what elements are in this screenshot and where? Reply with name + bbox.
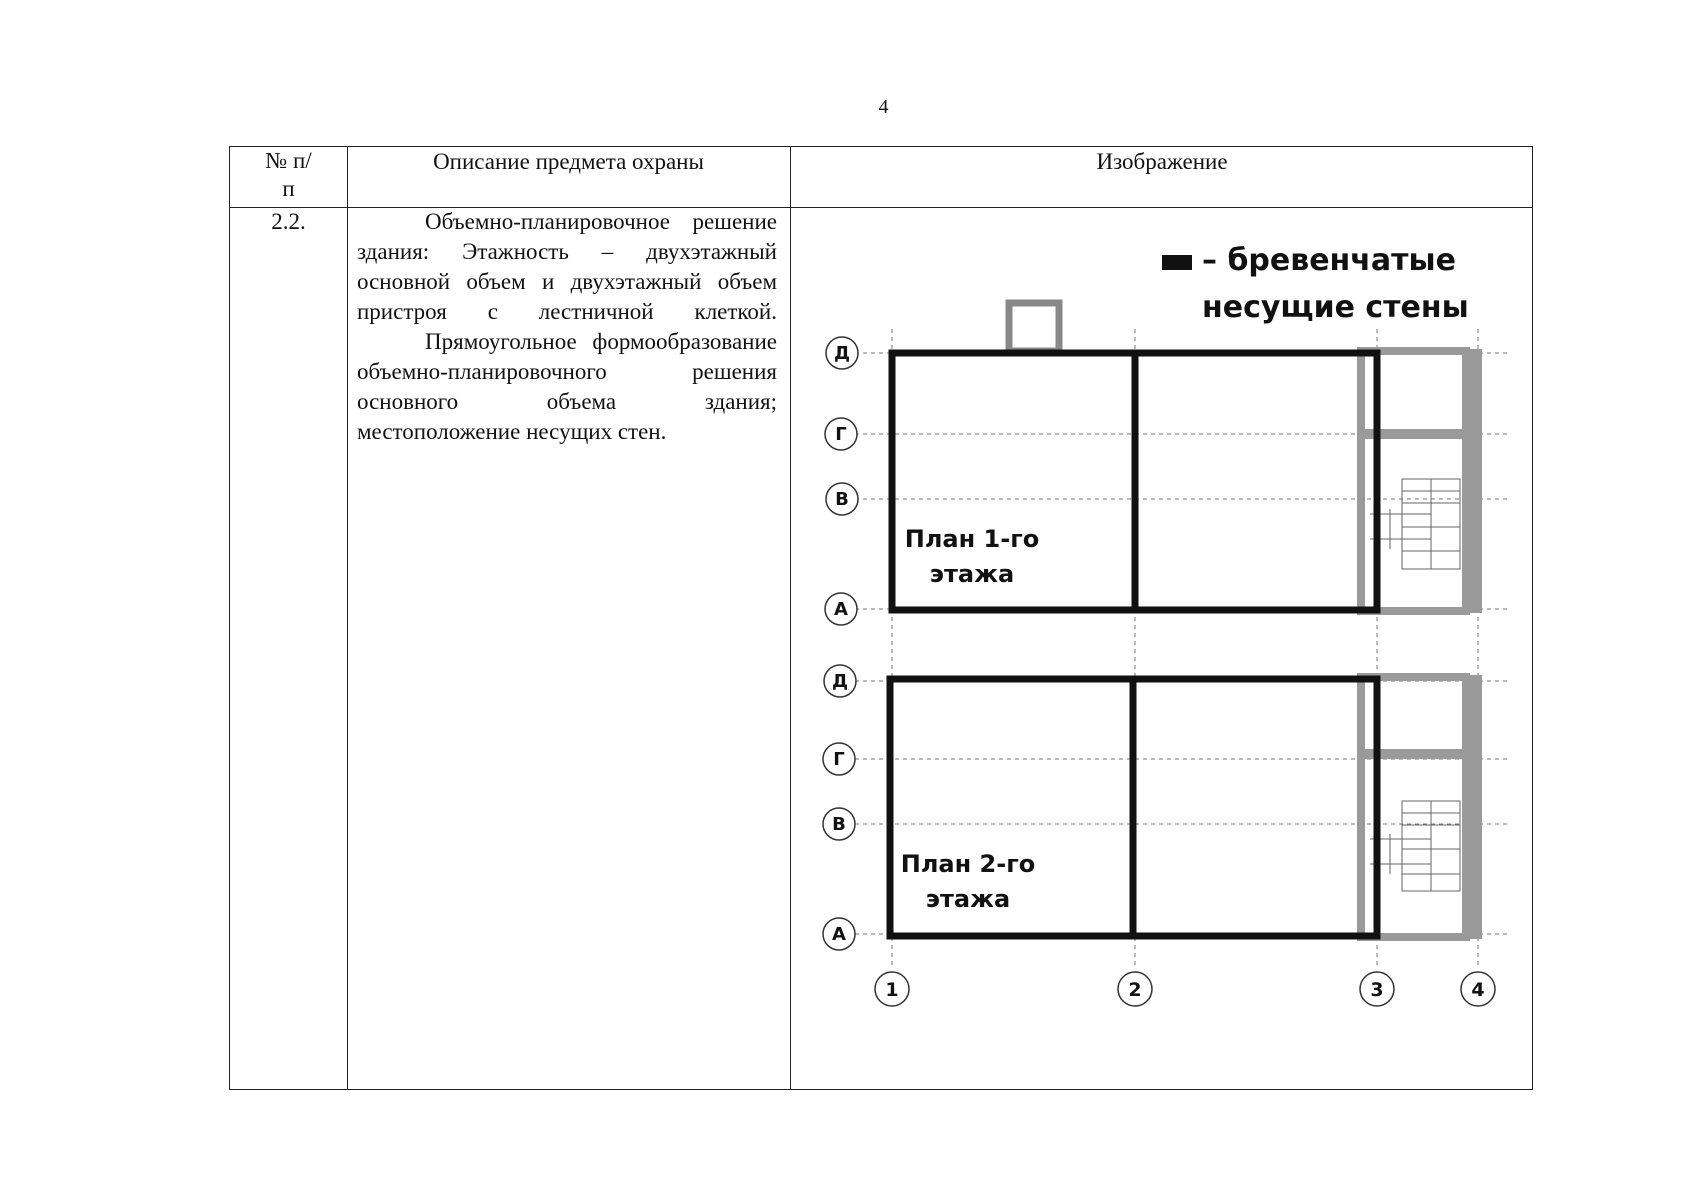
axis-label-g-2: Г — [833, 749, 845, 770]
column-axis-markers — [875, 972, 1495, 1006]
description-paragraph-1: Объемно-планировочное решение здания: Этажность – двухэтажный основной объем и двухэтажный объем пристроя с лестничной клеткой. — [357, 209, 777, 324]
row-description — [357, 207, 777, 447]
plan-1-label-line1: План 1-го — [904, 525, 1040, 553]
legend-wall-swatch — [1162, 255, 1192, 270]
column-divider — [347, 147, 348, 1089]
axis-label-a-2: А — [832, 924, 846, 945]
page-number: 4 — [878, 96, 889, 118]
axis-label-3: 3 — [1370, 979, 1384, 1001]
row-axis-markers-floor-2 — [823, 665, 856, 950]
header-number-text: № п/п — [265, 148, 312, 201]
axis-label-2: 2 — [1128, 979, 1142, 1001]
legend-text-line2: несущие стены — [1202, 290, 1469, 325]
plan-1-label-line2: этажа — [929, 560, 1015, 588]
protection-subject-table — [229, 146, 1533, 1090]
axis-label-v: В — [835, 489, 849, 510]
row-axis-markers-floor-1 — [825, 337, 858, 625]
header-image: Изображение — [1096, 149, 1228, 174]
axis-label-d-2: Д — [831, 671, 849, 692]
axis-label-g: Г — [835, 424, 847, 445]
floor-plans-drawing — [790, 209, 1534, 1089]
axis-label-1: 1 — [885, 979, 899, 1001]
axis-label-4: 4 — [1471, 979, 1485, 1001]
plan-2-label-line1: План 2-го — [900, 850, 1036, 878]
axis-label-d: Д — [833, 343, 851, 364]
axis-label-a: А — [834, 599, 848, 620]
plan-2-label-line2: этажа — [925, 885, 1011, 913]
description-paragraph-2: Прямоугольное формообразование объемно-планировочного решения основного объема здания; местоположение несущих стен. — [357, 329, 777, 444]
header-description: Описание предмета охраны — [433, 149, 704, 174]
row-number: 2.2. — [271, 209, 306, 234]
chimney — [1009, 303, 1059, 351]
axis-label-v-2: В — [832, 814, 846, 835]
legend-text-line1: – бревенчатые — [1202, 243, 1456, 278]
header-number — [230, 147, 347, 203]
